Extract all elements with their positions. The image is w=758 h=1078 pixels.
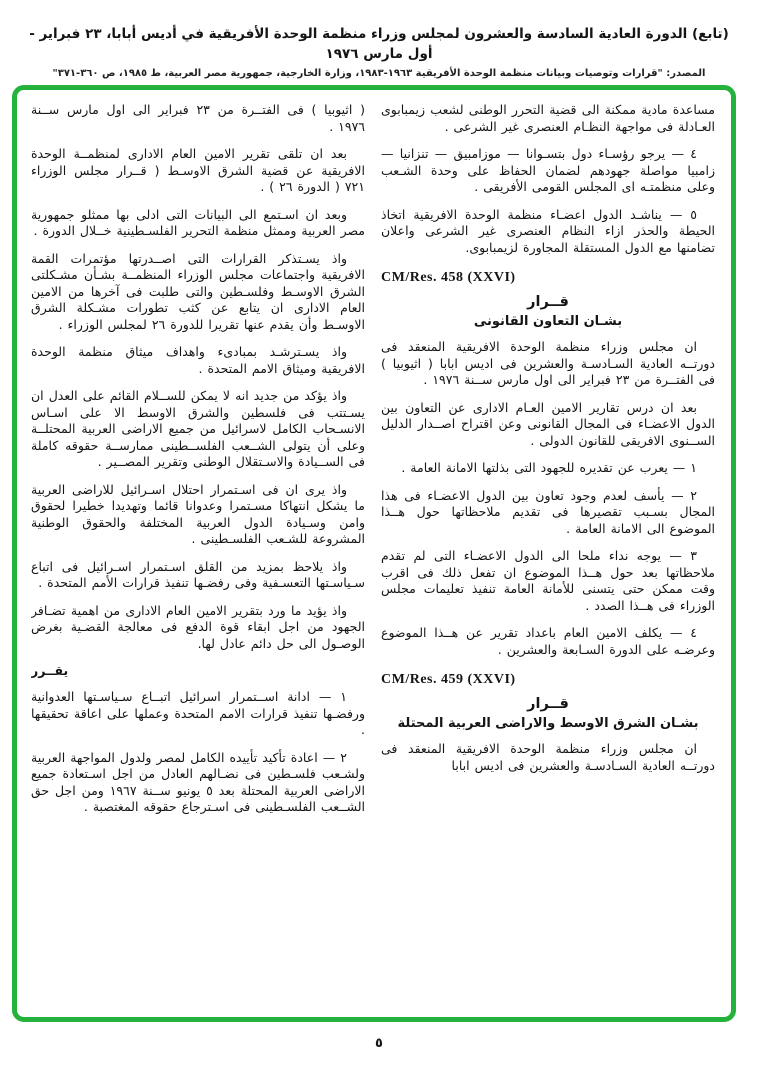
session-title: (تابع) الدورة العادية السادسة والعشرون لمجلس وزراء منظمة الوحدة الأفريقية في أديس أبابا، ٢٣ فبراير - أول مارس ١٩٧٦ — [29, 26, 729, 63]
res459-id: CM/Res. 459 (XXVI) — [381, 672, 516, 687]
green-bordered-content-box — [12, 85, 736, 1022]
res458-clause-4: ٤ — يكلف الامين العام باعداد تقرير عن هــذا الموضوع وعرضـه على الدورة السـابعة والعشرين . — [381, 625, 715, 657]
res458-clause-3: ٣ — يوجه نداء ملحا الى الدول الاعضـاء التى لم تقدم ملاحظاتها بعد حول هــذا الموضوع ان تفعل ذلك فى اقرب وقت ممكن حتى يتسنى للأمانة العامة تنفيذ تعليمات مجلس الوزراء فى هــذا الصدد . — [381, 548, 715, 613]
res459-subject-middle-east: بشـان الشرق الاوسط والاراضى العربية المحتلة — [397, 716, 699, 731]
res458-decision-heading: قــرار — [527, 294, 569, 310]
source-citation: المصدر: "قرارات وتوصيات وبيانات منظمة الوحدة الأفريقية ١٩٦٣-١٩٨٣، وزارة الخارجية، جمهورية مصر العربية، ط ١٩٨٥، ص ٣٦٠-٣٧١" — [52, 67, 706, 79]
res458-subject-legal-cooperation: بشـان التعاون القانونى — [473, 314, 623, 329]
res459-clause-2-reaffirms-support: ٢ — اعادة تأكيد تأييده الكامل لمصر ولدول المواجهة العربية ولشـعب فلسـطين فى نضـالهم العادل من اجل اسـتعادة جميع الاراضى العربية المحتلة بعد ٥ يونيو ســنة ١٩٦٧ ومن اجل حق الشــعب الفلسـطينى فى اسـترجاع حقوقه المغتصبة . — [31, 749, 365, 814]
res459-preamble-session: ان مجلس وزراء منظمة الوحدة الافريقية المنعقد فى دورتــه العادية السـادسـة والعشرين فى اديس ابابا — [381, 741, 715, 773]
res458-preamble-session: ان مجلس وزراء منظمة الوحدة الافريقية المنعقد فى دورتــه العادية السـادسـة والعشرين فى اديس ابابا ( اثيوبيا ) فى الفتــرة من ٢٣ فبراير الى اول مارس ســنة ١٩٧٦ . — [381, 339, 715, 387]
res458-clause-1: ١ — يعرب عن تقديره للجهود التى بذلتها الامانة العامة . — [401, 460, 697, 475]
res458-clause-2: ٢ — يأسف لعدم وجود تعاون بين الدول الاعضـاء فى هذا المجال بسـبب تقصيرها فى تقديم ملاحظاتها حول هــذا الموضوع الى الامانة العامة . — [381, 487, 715, 536]
clause-4-requests-heads-of-state: ٤ — يرجو رؤسـاء دول بتسـوانا — موزامبيق — تنزانيا — زامبيا مواصلة جهودهم لضمان الحفاظ على وحدة الشـعب وعلى منظمتـه اى المجلس القومى الأفريقى . — [381, 146, 715, 194]
right-column — [381, 102, 715, 1011]
page-number: ٥ — [375, 1036, 383, 1051]
zimbabwe-res-continuation: مساعدة مادية ممكنة الى قضية التحرر الوطنى لشعب زيمبابوى العـادلة فى مواجهة النظـام العنصرى غير الشرعى . — [381, 102, 715, 134]
page-header — [0, 0, 758, 79]
res458-id: CM/Res. 458 (XXVI) — [381, 270, 516, 285]
res459-decision-heading: قــرار — [527, 696, 569, 712]
res459-preamble-considers-occupation: واذ يرى ان فى اسـتمرار احتلال اسـرائيل للاراضى العربية ما يشكل انتهاكا مسـتمرا وعدوانا قائما وتهديدا خطيرا لحقوق وامن وسـيادة الدول العربية المختلفة والحقوق الوطنية المشروعة للشـعب الفلسـطينى . — [31, 481, 365, 546]
res459-preamble-statements-heard: وبعد ان اسـتمع الى البيانات التى ادلى بها ممثلو جمهورية مصر العربية وممثل منظمة التحرير الفلسـطينية خــلال الدورة . — [31, 206, 365, 238]
res459-clause-1-condemns: ١ — ادانة اســتمرار اسرائيل اتبــاع سـياسـتها العدوانية ورفضـها تنفيذ قرارات الامم المتحدة وعملها على اعاقة تحقيقها . — [31, 689, 365, 737]
res459-preamble-supports-report: واذ يؤيد ما ورد بتقرير الامين العام الادارى من اهمية تضـافر الجهود من اجل ابقاء قوة الدفع فى معالجة القضـية بغرض الوصـول الى حل دائم عادل لها. — [31, 602, 365, 651]
res459-decides-word: يقــرر — [31, 663, 69, 678]
res458-preamble-reports: بعد ان درس تقارير الامين العـام الادارى عن التعاون بين الدول الاعضـاء فى المجال القانونى وعن اقتراح اصــدار الدليل الســنوى الافريقى للقانون الدولى . — [381, 399, 715, 448]
clause-5-appeals-member-states: ٥ — يناشـد الدول اعضـاء منظمة الوحدة الافريقية اتخاذ الحيطة والحذر ازاء النظام العنصرى غير الشرعى واعلان تضامنها مع الدول المستقلة المجاورة لزيمبابوى. — [381, 206, 715, 255]
res459-session-continuation: ( اثيوبيا ) فى الفتــرة من ٢٣ فبراير الى اول مارس ســنة ١٩٧٦ . — [31, 102, 365, 134]
res459-preamble-recalls-resolutions: واذ يسـتذكر القرارات التى اصــدرتها مؤتمرات القمة الافريقية واجتماعات مجلس الوزراء المنظمــة بشـأن مشـكلتى الشرق الاوسـط وفلسـطين والتى طلبت فى آخرها من الامين العام الادارى ان يتابع عن كثب تطورات مشـكلة الشرق الاوسـط وأن يقدم عنها تقريرا للدورة ٢٦ لمجلس الوزراء . — [31, 250, 365, 332]
res459-preamble-report-received: بعد ان تلقى تقرير الامين العام الادارى لمنظمــة الوحدة الافريقية عن قضية الشرق الاوسـط ( قــرار مجلس الوزراء ٧٢١ ( الدورة ٢٦ ) . — [31, 146, 365, 194]
left-column — [31, 102, 365, 1011]
res459-preamble-guided-by-charters: واذ يسـترشـد بمبادىء واهداف ميثاق منظمة الوحدة الافريقية وميثاق الامم المتحدة . — [31, 344, 365, 376]
res459-preamble-reaffirms-peace-basis: واذ يؤكد من جديد انه لا يمكن للســلام القائم على العدل ان يسـتتب فى فلسطين والشرق الاوسط الا على اسـاس الانسـحاب الكامل لاسرائيل من جميع الاراضى العربية المحتلــة وعلى أن يتولى الشــعب الفلســطينى ممارســة حقوقه كاملة فى الســيادة والاسـتقلال الوطنى وتقرير المصــير . — [31, 388, 365, 469]
res459-preamble-notes-with-concern: واذ يلاحظ بمزيد من القلق اسـتمرار اسـرائيل فى اتباع سـياسـتها التعسـفية وفى رفضـها تنفيذ قرارات الأمم المتحدة . — [31, 558, 365, 590]
